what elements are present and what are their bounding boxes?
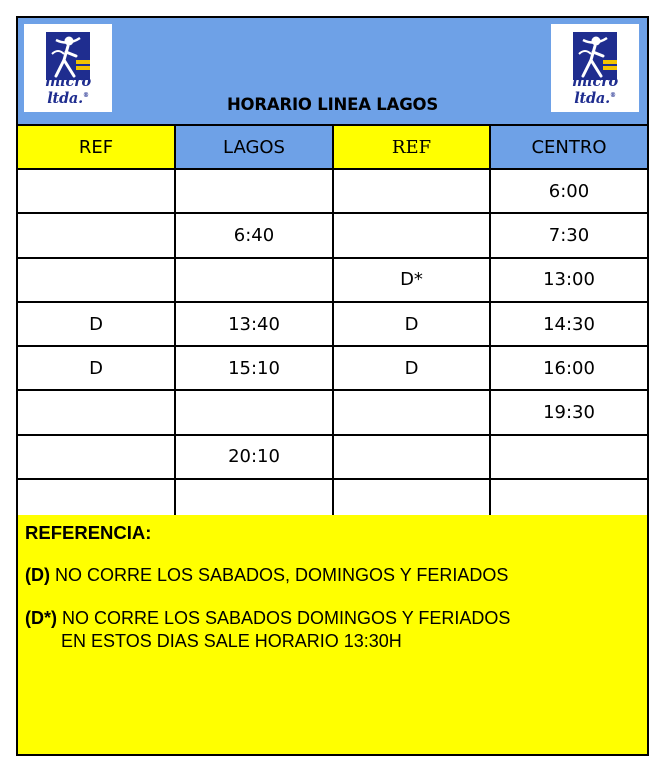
reference-text: NO CORRE LOS SABADOS DOMINGOS Y FERIADOS bbox=[57, 608, 511, 628]
cell-lagos bbox=[176, 170, 334, 212]
schedule-table bbox=[18, 170, 647, 518]
reference-code: (D*) bbox=[25, 608, 57, 628]
cell-ref-centro bbox=[334, 436, 491, 478]
cell-lagos bbox=[176, 259, 334, 301]
cell-ref-lagos bbox=[18, 214, 176, 256]
schedule-sheet bbox=[16, 16, 649, 756]
table-row bbox=[18, 480, 647, 518]
cell-lagos: 20:10 bbox=[176, 436, 334, 478]
reference-text: NO CORRE LOS SABADOS, DOMINGOS Y FERIADOS bbox=[50, 565, 509, 585]
column-header-centro: CENTRO bbox=[491, 126, 647, 168]
cell-ref-centro bbox=[334, 480, 491, 516]
cell-ref-centro: D bbox=[334, 303, 491, 345]
page-title: HORARIO LINEA LAGOS bbox=[226, 95, 439, 114]
cell-centro: 13:00 bbox=[543, 269, 595, 291]
cell-lagos bbox=[176, 480, 334, 516]
column-header-row bbox=[18, 126, 647, 170]
table-row bbox=[18, 259, 647, 303]
table-row bbox=[18, 214, 647, 258]
company-logo-right bbox=[551, 24, 639, 112]
table-row bbox=[18, 391, 647, 435]
cell-centro: 7:30 bbox=[548, 224, 590, 246]
cell-centro bbox=[491, 436, 647, 478]
reference-title: REFERENCIA: bbox=[25, 522, 152, 543]
reference-box bbox=[18, 515, 647, 754]
company-logo-left bbox=[24, 24, 112, 112]
reference-code: (D) bbox=[25, 565, 50, 585]
cell-ref-lagos bbox=[18, 170, 176, 212]
reference-note-d-star bbox=[25, 607, 640, 653]
cell-lagos: 15:10 bbox=[176, 347, 334, 389]
column-header-ref-lagos: REF bbox=[18, 126, 176, 168]
reference-note-d bbox=[25, 564, 640, 587]
cell-lagos: 6:40 bbox=[176, 214, 334, 256]
cell-centro: 14:30 bbox=[543, 313, 595, 335]
cell-ref-lagos: D bbox=[18, 303, 176, 345]
cell-centro bbox=[491, 480, 647, 516]
logo-text-left: micro ltda.® bbox=[45, 73, 91, 107]
cell-ref-lagos bbox=[18, 480, 176, 516]
cell-ref-lagos: D bbox=[18, 347, 176, 389]
table-row bbox=[18, 436, 647, 480]
cell-lagos bbox=[176, 391, 334, 433]
column-header-ref-centro: REF bbox=[334, 126, 491, 168]
header-band bbox=[18, 18, 647, 126]
reference-text-line2: EN ESTOS DIAS SALE HORARIO 13:30H bbox=[61, 631, 402, 651]
cell-lagos: 13:40 bbox=[176, 303, 334, 345]
table-row bbox=[18, 347, 647, 391]
cell-ref-centro: D* bbox=[334, 259, 491, 301]
cell-ref-lagos bbox=[18, 391, 176, 433]
table-row bbox=[18, 170, 647, 214]
cell-ref-lagos bbox=[18, 436, 176, 478]
cell-ref-centro bbox=[334, 214, 491, 256]
logo-text-right: micro ltda.® bbox=[572, 73, 618, 107]
cell-ref-centro bbox=[334, 391, 491, 433]
cell-ref-centro bbox=[334, 170, 491, 212]
cell-centro: 19:30 bbox=[543, 402, 595, 424]
cell-centro: 16:00 bbox=[543, 357, 595, 379]
cell-ref-centro: D bbox=[334, 347, 491, 389]
table-row bbox=[18, 303, 647, 347]
cell-ref-lagos bbox=[18, 259, 176, 301]
column-header-lagos: LAGOS bbox=[176, 126, 334, 168]
cell-centro: 6:00 bbox=[548, 180, 590, 202]
